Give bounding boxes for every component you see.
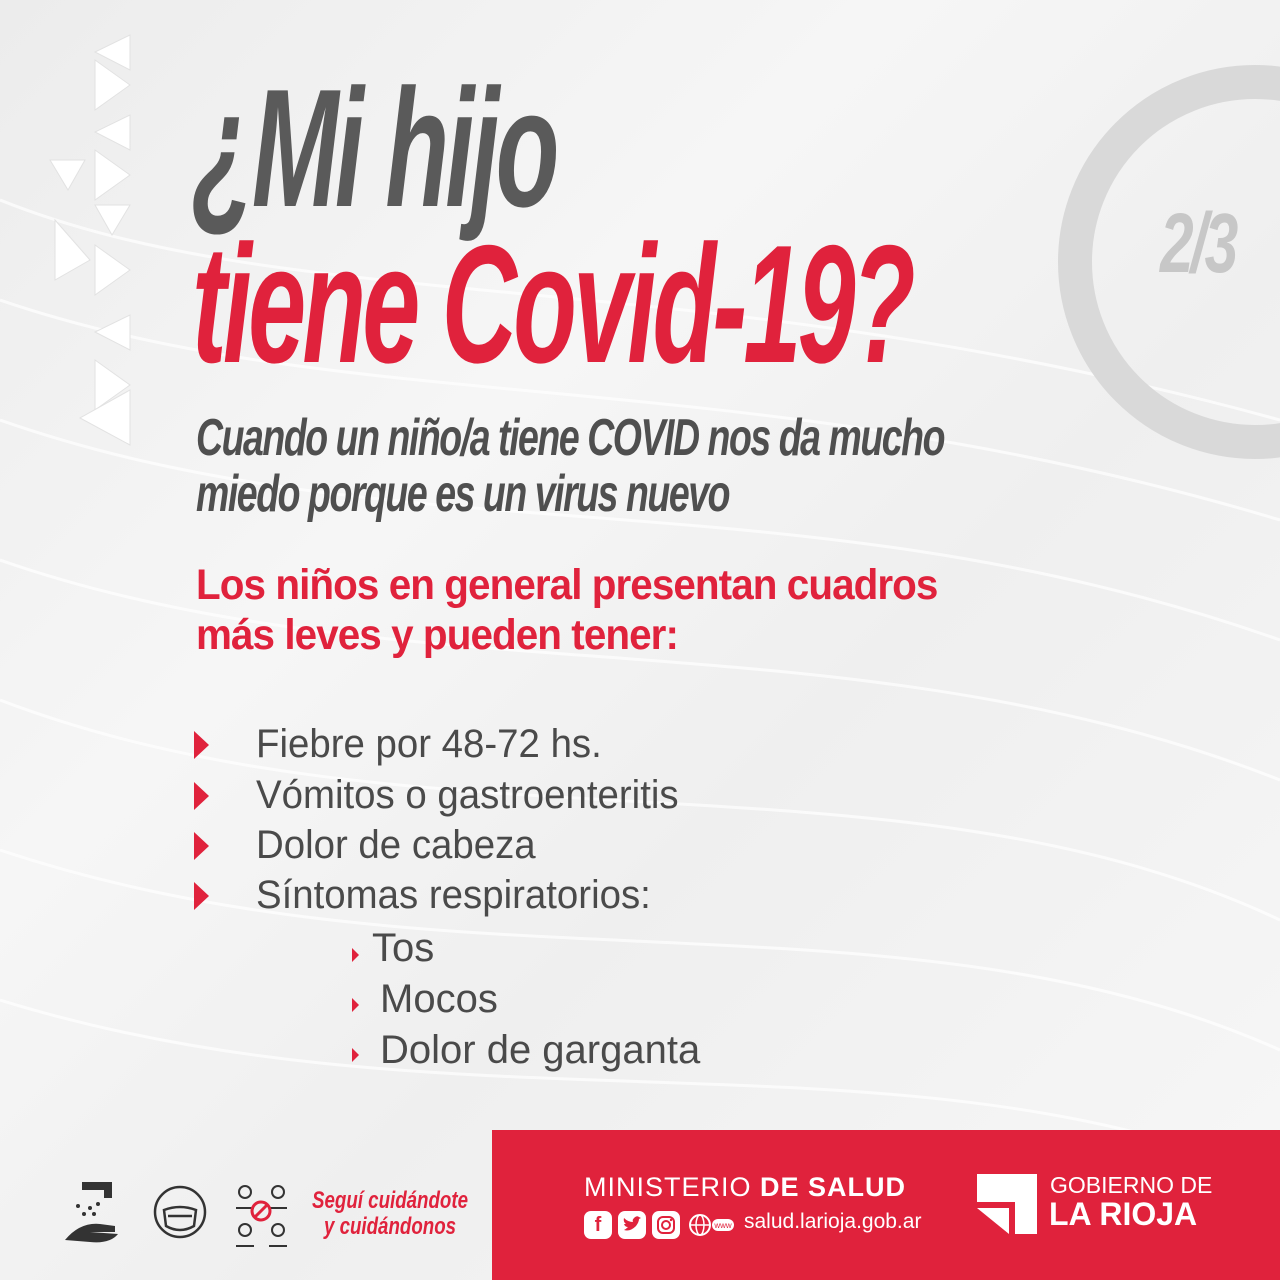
page-indicator: 2/3 bbox=[1160, 196, 1236, 290]
lead-line-2: más leves y pueden tener: bbox=[196, 611, 678, 659]
website-link[interactable]: salud.larioja.gob.ar bbox=[744, 1210, 922, 1233]
prevention-icons bbox=[60, 1180, 300, 1250]
respiratory-item: Tos bbox=[372, 926, 435, 970]
sub-bullet-icon bbox=[352, 948, 359, 962]
social-distancing-icon bbox=[236, 1186, 287, 1246]
gobierno-line-2: LA RIOJA bbox=[1049, 1196, 1198, 1232]
symptom-item: Dolor de cabeza bbox=[256, 823, 536, 867]
respiratory-item: Dolor de garganta bbox=[380, 1028, 701, 1072]
globe-icon bbox=[688, 1211, 736, 1239]
lead-line-1: Los niños en general presentan cuadros bbox=[196, 561, 938, 609]
slogan-line-2: y cuidándonos bbox=[323, 1213, 457, 1240]
title-line-1: ¿Mi hijo bbox=[192, 54, 556, 242]
instagram-icon[interactable] bbox=[652, 1211, 680, 1239]
symptom-item: Fiebre por 48-72 hs. bbox=[256, 722, 602, 766]
ministerio-prefix: MINISTERIO bbox=[584, 1172, 752, 1202]
subtitle bbox=[196, 410, 944, 522]
symptom-item: Síntomas respiratorios: bbox=[256, 873, 651, 917]
svg-text:www: www bbox=[714, 1221, 732, 1230]
title-line-2: tiene Covid-19? bbox=[192, 210, 912, 398]
bullet-icon bbox=[194, 832, 209, 860]
respiratory-item: Mocos bbox=[380, 977, 498, 1021]
sub-bullet-icon bbox=[352, 998, 359, 1012]
lead-text bbox=[196, 560, 937, 660]
ministerio-label bbox=[584, 1172, 906, 1203]
symptom-item: Vómitos o gastroenteritis bbox=[256, 773, 679, 817]
twitter-icon[interactable] bbox=[618, 1211, 646, 1239]
sub-bullet-icon bbox=[352, 1048, 359, 1062]
facebook-icon[interactable]: f bbox=[584, 1211, 612, 1239]
handwashing-icon bbox=[65, 1182, 118, 1242]
subtitle-line-2: miedo porque es un virus nuevo bbox=[196, 465, 730, 523]
bullet-icon bbox=[194, 731, 209, 759]
face-mask-icon bbox=[155, 1187, 205, 1237]
ministerio-bold: DE SALUD bbox=[760, 1172, 907, 1202]
social-links bbox=[584, 1211, 680, 1239]
slogan-line-1: Seguí cuidándote bbox=[312, 1187, 469, 1214]
bullet-icon bbox=[194, 882, 209, 910]
subtitle-line-1: Cuando un niño/a tiene COVID nos da mucho bbox=[196, 409, 945, 467]
la-rioja-logo-icon bbox=[975, 1172, 1039, 1236]
slogan bbox=[312, 1188, 468, 1240]
bullet-icon bbox=[194, 782, 209, 810]
gobierno-line-1: GOBIERNO DE bbox=[1050, 1172, 1213, 1198]
